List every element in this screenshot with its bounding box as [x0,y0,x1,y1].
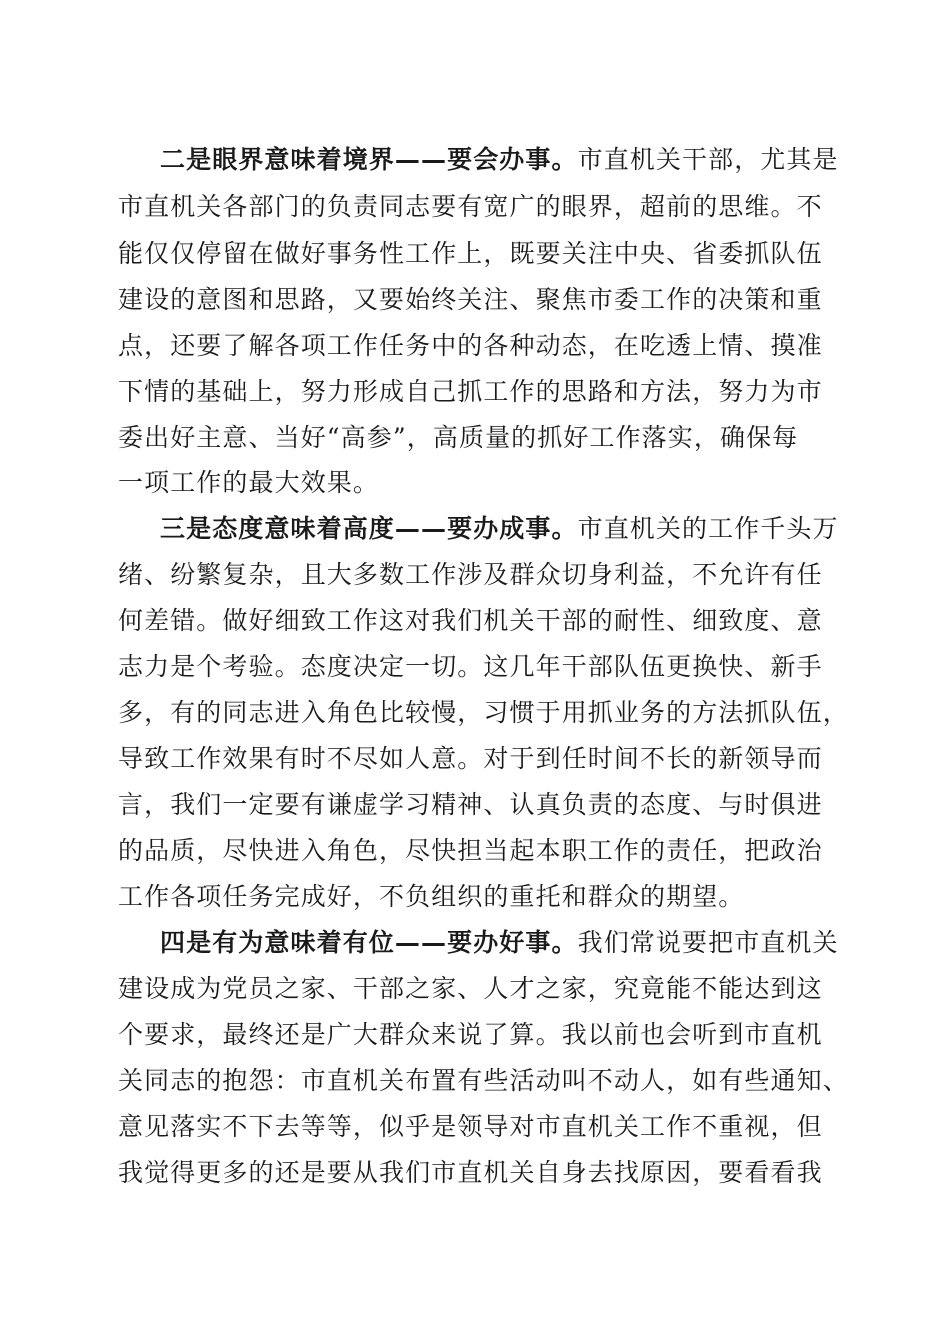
paragraph-3-line-1 [160,922,838,964]
paragraph-2-text: 市直机关的工作千头万 [577,514,839,543]
paragraph-3-text: 我们常说要把市直机关 [577,928,839,957]
paragraph-3-heading: 四是有为意味着有位——要办好事。 [160,928,578,957]
paragraph-2-line-3: 何差错。做好细致工作这对我们机关干部的耐性、细致度、意 [118,606,823,635]
paragraph-2-line-9: 工作各项任务完成好，不负组织的重托和群众的期望。 [118,882,745,911]
paragraph-1-line-3: 能仅仅停留在做好事务性工作上，既要关注中央、省委抓队伍 [118,239,823,268]
paragraph-2-line-7: 言，我们一定要有谦虚学习精神、认真负责的态度、与时俱进 [118,790,823,819]
paragraph-3-line-3: 个要求，最终还是广大群众来说了算。我以前也会听到市直机 [118,1020,823,1049]
paragraph-3-line-4: 关同志的抱怨：市直机关布置有些活动叫不动人，如有些通知、 [118,1066,849,1095]
paragraph-2-line-4: 志力是个考验。态度决定一切。这几年干部队伍更换快、新手 [118,652,823,681]
paragraph-1-line-4: 建设的意图和思路，又要始终关注、聚焦市委工作的决策和重 [118,285,823,314]
paragraph-3-line-6: 我觉得更多的还是要从我们市直机关自身去找原因，要看看我 [118,1158,823,1187]
paragraph-2-line-5: 多，有的同志进入角色比较慢，习惯于用抓业务的方法抓队伍， [118,698,849,727]
paragraph-2-line-6: 导致工作效果有时不尽如人意。对于到任时间不长的新领导而 [118,744,823,773]
paragraph-1-line-2: 市直机关各部门的负责同志要有宽广的眼界，超前的思维。不 [118,192,823,221]
paragraph-3-line-2: 建设成为党员之家、干部之家、人才之家，究竟能不能达到这 [118,974,823,1003]
paragraph-1-line-1 [160,139,838,181]
paragraph-1-line-7: 委出好主意、当好“高参”，高质量的抓好工作落实，确保每 [118,423,799,452]
paragraph-2-line-8: 的品质，尽快进入角色，尽快担当起本职工作的责任，把政治 [118,836,823,865]
paragraph-1-line-8: 一项工作的最大效果。 [118,468,380,497]
paragraph-1-text: 市直机关干部，尤其是 [577,145,839,174]
paragraph-1-line-6: 下情的基础上，努力形成自己抓工作的思路和方法，努力为市 [118,377,823,406]
paragraph-2-line-2: 绪、纷繁复杂，且大多数工作涉及群众切身利益，不允许有任 [118,560,823,589]
paragraph-1-line-5: 点，还要了解各项工作任务中的各种动态，在吃透上情、摸准 [118,331,823,360]
paragraph-1-heading: 二是眼界意味着境界——要会办事。 [160,145,578,174]
paragraph-2-heading: 三是态度意味着高度——要办成事。 [160,514,578,543]
paragraph-2-line-1 [160,508,838,550]
paragraph-3-line-5: 意见落实不下去等等，似乎是领导对市直机关工作不重视，但 [118,1112,823,1141]
